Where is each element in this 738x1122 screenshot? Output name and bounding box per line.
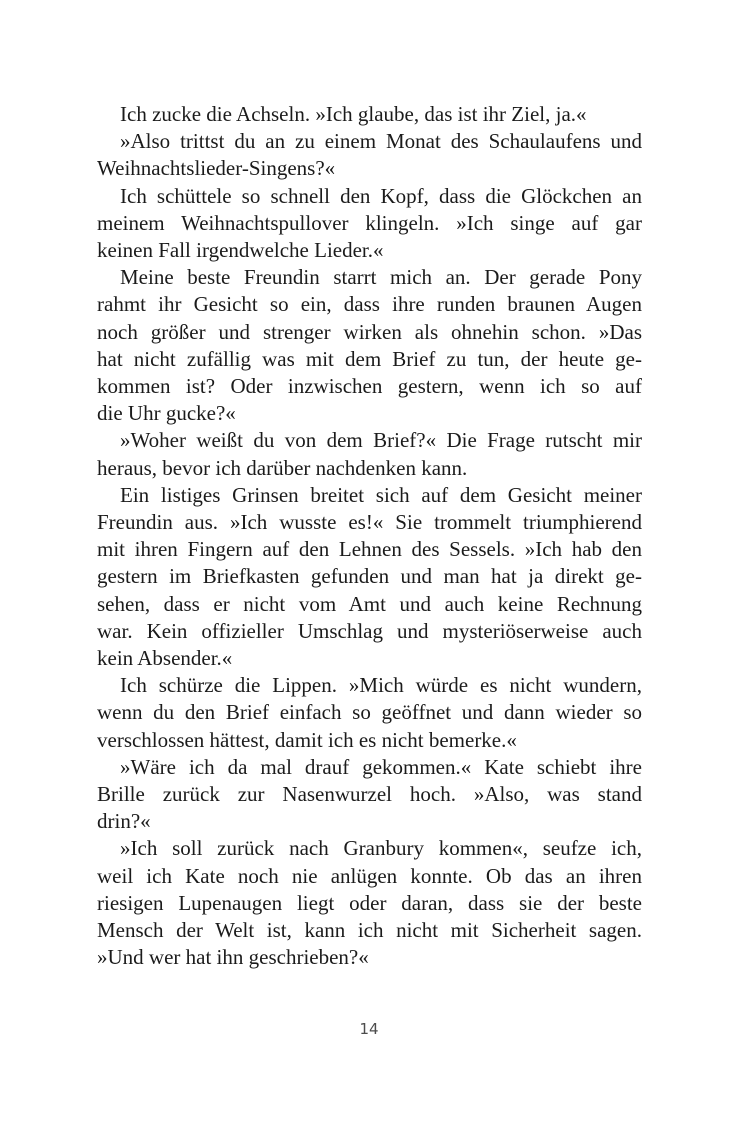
text-line: Ich zucke die Achseln. »Ich glaube, das ist ihr Ziel, ja.« xyxy=(120,102,587,126)
text-line: Weihnachtslieder-Singens?« xyxy=(97,156,336,181)
text-line: rahmt ihr Gesicht so ein, dass ihre runden braunen Augen xyxy=(97,292,642,317)
text-line: war. Kein offizieller Umschlag und mysteriöserweise auch xyxy=(97,618,642,643)
text-line: »Also trittst du an zu einem Monat des Schaulaufens und xyxy=(120,129,642,154)
text-line: noch größer und strenger wirken als ohnehin schon. »Das xyxy=(97,319,642,344)
text-line: keinen Fall irgendwelche Lieder.« xyxy=(97,238,384,263)
text-line: mit ihren Fingern auf den Lehnen des Sessels. »Ich hab den xyxy=(97,537,642,562)
text-line: wenn du den Brief einfach so geöffnet und dann wieder so xyxy=(97,700,642,725)
text-line: sehen, dass er nicht vom Amt und auch keine Rechnung xyxy=(97,591,642,616)
page-number: 14 xyxy=(359,1020,379,1038)
text-line: Mensch der Welt ist, kann ich nicht mit Sicherheit sagen. xyxy=(97,918,642,943)
text-line: Freundin aus. »Ich wusste es!« Sie trommelt triumphierend xyxy=(97,510,642,535)
text-line: »Und wer hat ihn geschrieben?« xyxy=(97,945,369,970)
text-line: Ein listiges Grinsen breitet sich auf dem Gesicht meiner xyxy=(120,482,642,507)
text-line: Ich schürze die Lippen. »Mich würde es nicht wundern, xyxy=(120,673,642,698)
text-line: hat nicht zufällig was mit dem Brief zu tun, der heute ge- xyxy=(97,346,642,371)
text-line: meinem Weihnachtspullover klingeln. »Ich singe auf gar xyxy=(97,210,642,235)
text-line: »Ich soll zurück nach Granbury kommen«, seufze ich, xyxy=(120,836,642,861)
text-line: »Wäre ich da mal drauf gekommen.« Kate schiebt ihre xyxy=(120,754,642,779)
text-line: riesigen Lupenaugen liegt oder daran, dass sie der beste xyxy=(97,890,642,915)
text-line: »Woher weißt du von dem Brief?« Die Frage rutscht mir xyxy=(120,428,642,453)
text-line: verschlossen hättest, damit ich es nicht bemerke.« xyxy=(97,727,517,752)
text-line: drin?« xyxy=(97,809,151,834)
text-line: Meine beste Freundin starrt mich an. Der gerade Pony xyxy=(120,265,642,290)
text-line: kein Absender.« xyxy=(97,646,233,671)
page-text-block xyxy=(97,101,642,972)
text-line: die Uhr gucke?« xyxy=(97,401,236,426)
text-line: gestern im Briefkasten gefunden und man hat ja direkt ge- xyxy=(97,564,642,589)
text-line: weil ich Kate noch nie anlügen konnte. Ob das an ihren xyxy=(97,863,642,888)
text-line: Brille zurück zur Nasenwurzel hoch. »Also, was stand xyxy=(97,782,642,807)
text-line: Ich schüttele so schnell den Kopf, dass die Glöckchen an xyxy=(120,183,642,208)
text-line: heraus, bevor ich darüber nachdenken kann. xyxy=(97,455,468,480)
text-line: kommen ist? Oder inzwischen gestern, wenn ich so auf xyxy=(97,374,642,399)
